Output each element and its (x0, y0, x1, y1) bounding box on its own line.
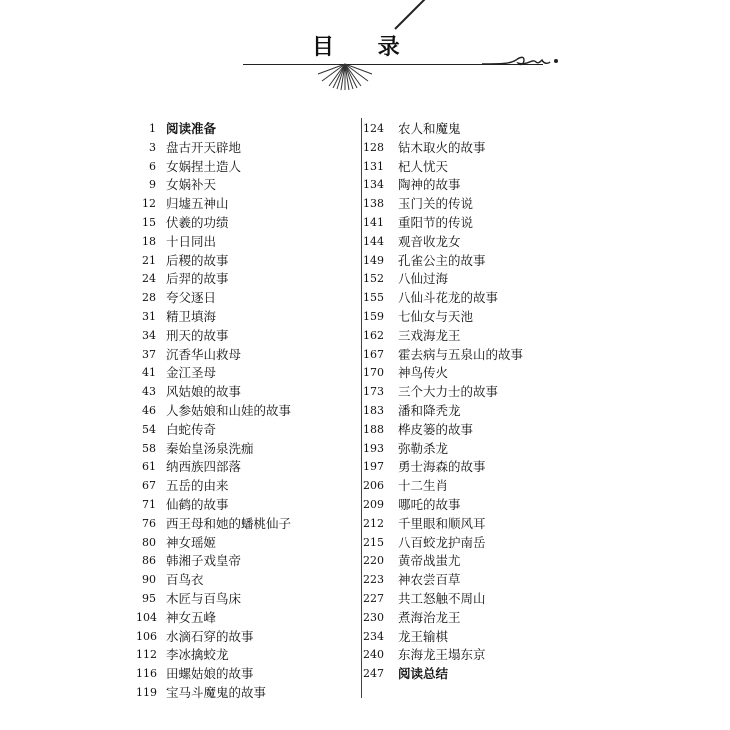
toc-entry (360, 364, 580, 383)
toc-entry-title: 水滴石穿的故事 (166, 628, 254, 644)
toc-entry (136, 684, 356, 703)
toc-entry (360, 195, 580, 214)
toc-entry-title: 八仙过海 (398, 271, 449, 287)
toc-entry (360, 571, 580, 590)
toc-page-number: 247 (363, 667, 384, 681)
toc-page-number: 128 (363, 140, 384, 154)
toc-entry (360, 421, 580, 440)
toc-page-number: 230 (363, 610, 384, 624)
toc-page-number: 80 (142, 535, 156, 549)
toc-page-number: 71 (142, 497, 156, 511)
toc-page-number: 193 (363, 441, 384, 455)
toc-entry-title: 观音收龙女 (398, 233, 461, 249)
toc-entry (136, 308, 356, 327)
toc-entry (136, 270, 356, 289)
toc-entry (136, 158, 356, 177)
toc-entry (360, 252, 580, 271)
toc-page-number: 212 (363, 516, 384, 530)
toc-entry-title: 仙鹤的故事 (166, 496, 229, 512)
toc-entry-title: 桦皮篓的故事 (398, 421, 474, 437)
toc-entry-title: 田螺姑娘的故事 (166, 666, 254, 682)
toc-page-number: 173 (363, 385, 384, 399)
toc-page-number: 28 (142, 291, 156, 305)
toc-page-number: 206 (363, 479, 384, 493)
toc-page-number: 46 (142, 403, 156, 417)
toc-entry (136, 609, 356, 628)
toc-entry-title: 后稷的故事 (166, 252, 229, 268)
toc-page-number: 21 (142, 253, 156, 267)
toc-page-number: 124 (363, 122, 384, 135)
toc-entry-title: 西王母和她的蟠桃仙子 (166, 515, 292, 531)
toc-page-number: 106 (136, 629, 157, 643)
toc-entry-title: 龙王输棋 (398, 628, 449, 644)
toc-page-number: 223 (363, 573, 384, 587)
toc-entry-title: 纳西族四部落 (166, 459, 242, 475)
toc-entry (360, 214, 580, 233)
toc-entry (136, 515, 356, 534)
toc-entry-title: 女娲捏土造人 (166, 158, 242, 174)
toc-entry-title: 八百蛟龙护南岳 (398, 534, 486, 550)
toc-page-number: 141 (363, 215, 384, 229)
toc-entry (136, 139, 356, 158)
toc-entry-title: 三戏海龙王 (398, 327, 461, 343)
toc-entry-title: 潘和降秃龙 (398, 402, 461, 418)
toc-entry-title: 神女瑶姬 (166, 534, 217, 550)
toc-entry-title: 夸父逐日 (166, 290, 217, 306)
toc-entry (136, 120, 356, 139)
toc-page-number: 104 (136, 610, 157, 624)
toc-page-number: 144 (363, 234, 384, 248)
toc-page-number: 183 (363, 403, 384, 417)
sunburst-decoration (315, 62, 375, 92)
toc-page-number: 234 (363, 629, 384, 643)
toc-page-number: 152 (363, 272, 384, 286)
toc-entry (136, 665, 356, 684)
toc-page-number: 119 (136, 685, 157, 699)
toc-entry-title: 重阳节的传说 (398, 214, 474, 230)
toc-entry (360, 552, 580, 571)
toc-page-number: 162 (363, 328, 384, 342)
toc-entry (360, 590, 580, 609)
toc-entry-title: 沉香华山救母 (166, 346, 242, 362)
toc-page-number: 209 (363, 497, 384, 511)
toc-entry (136, 534, 356, 553)
toc-entry (136, 327, 356, 346)
toc-entry-title: 人参姑娘和山娃的故事 (166, 402, 292, 418)
flourish-decoration (480, 50, 560, 74)
toc-entry (360, 139, 580, 158)
toc-page-number: 159 (363, 309, 384, 323)
toc-entry (360, 665, 580, 684)
toc-entry-title: 木匠与百鸟床 (166, 590, 242, 606)
toc-page-number: 227 (363, 591, 384, 605)
toc-entry-title: 杞人忧天 (398, 158, 449, 174)
title-slash-decoration (394, 0, 425, 30)
toc-entry-title: 盘古开天辟地 (166, 139, 242, 155)
toc-entry (360, 270, 580, 289)
toc-entry (136, 421, 356, 440)
toc-page-number: 86 (142, 554, 156, 568)
toc-entry-title: 共工怒触不周山 (398, 590, 486, 606)
toc-column-right (360, 120, 580, 684)
toc-entry (360, 308, 580, 327)
toc-entry (360, 646, 580, 665)
toc-column-left (136, 120, 356, 703)
toc-entry-title: 三个大力士的故事 (398, 384, 499, 400)
toc-entry (136, 646, 356, 665)
toc-page-number: 134 (363, 178, 384, 192)
toc-entry (360, 289, 580, 308)
toc-entry-title: 十日同出 (166, 233, 217, 249)
toc-entry-title: 八仙斗花龙的故事 (398, 290, 499, 306)
toc-entry (136, 346, 356, 365)
page-title: 目 录 (312, 35, 418, 60)
toc-entry-title: 宝马斗魔鬼的故事 (166, 684, 267, 700)
toc-page-number: 9 (149, 178, 156, 192)
toc-entry-title: 伏羲的功绩 (166, 214, 229, 230)
toc-entry-title: 陶神的故事 (398, 177, 461, 193)
toc-page-number: 41 (142, 366, 156, 380)
toc-entry (360, 383, 580, 402)
toc-entry (360, 496, 580, 515)
toc-entry (360, 477, 580, 496)
toc-page-number: 3 (149, 140, 156, 154)
toc-entry-title: 煮海治龙王 (398, 609, 461, 625)
toc-entry-title: 千里眼和顺风耳 (398, 515, 486, 531)
toc-entry-title: 东海龙王塌东京 (398, 647, 486, 663)
toc-entry-title: 归墟五神山 (166, 196, 229, 212)
toc-entry-title: 女娲补天 (166, 177, 217, 193)
toc-entry-title: 秦始皇汤泉洗痂 (166, 440, 254, 456)
toc-page-number: 112 (136, 648, 157, 662)
toc-entry-title: 李冰擒蛟龙 (166, 647, 229, 663)
toc-entry (136, 552, 356, 571)
toc-entry-title: 阅读总结 (398, 666, 449, 682)
toc-entry (360, 534, 580, 553)
toc-page-number: 58 (142, 441, 156, 455)
toc-entry (360, 233, 580, 252)
toc-entry (360, 120, 580, 139)
toc-page-number: 76 (142, 516, 156, 530)
toc-page-number: 24 (142, 272, 156, 286)
toc-entry (136, 402, 356, 421)
toc-entry (360, 158, 580, 177)
toc-page-number: 167 (363, 347, 384, 361)
page-header (0, 0, 730, 110)
toc-entry-title: 风姑娘的故事 (166, 384, 242, 400)
toc-entry (136, 628, 356, 647)
toc-entry (360, 515, 580, 534)
toc-entry (136, 364, 356, 383)
toc-page-number: 149 (363, 253, 384, 267)
toc-entry-title: 黄帝战蚩尤 (398, 553, 461, 569)
toc-page-number: 18 (142, 234, 156, 248)
toc-page-number: 138 (363, 197, 384, 211)
toc-entry-title: 神农尝百草 (398, 572, 461, 588)
toc-entry-title: 哪吒的故事 (398, 496, 461, 512)
toc-entry (136, 440, 356, 459)
toc-page-number: 240 (363, 648, 384, 662)
toc-entry (136, 233, 356, 252)
toc-entry (136, 590, 356, 609)
toc-page-number: 31 (142, 309, 156, 323)
toc-entry-title: 霍去病与五泉山的故事 (398, 346, 524, 362)
toc-page-number: 61 (142, 460, 156, 474)
toc-entry-title: 百鸟衣 (166, 572, 204, 588)
toc-page-number: 215 (363, 535, 384, 549)
toc-entry (136, 289, 356, 308)
toc-entry (136, 176, 356, 195)
toc-page-number: 54 (142, 422, 156, 436)
toc-entry (360, 176, 580, 195)
toc-page-number: 188 (363, 422, 384, 436)
toc-entry-title: 勇士海森的故事 (398, 459, 486, 475)
toc-page-number: 95 (142, 591, 156, 605)
toc-page-number: 12 (142, 197, 156, 211)
toc-entry-title: 七仙女与天池 (398, 308, 474, 324)
toc-entry-title: 金江圣母 (166, 365, 217, 381)
toc-entry (136, 252, 356, 271)
toc-entry-title: 阅读准备 (166, 121, 217, 136)
toc-entry-title: 十二生肖 (398, 478, 449, 494)
toc-entry-title: 后羿的故事 (166, 271, 229, 287)
toc-page-number: 34 (142, 328, 156, 342)
toc-page-number: 43 (142, 385, 156, 399)
toc-entry (360, 440, 580, 459)
toc-entry-title: 刑天的故事 (166, 327, 229, 343)
toc-page-number: 131 (363, 159, 384, 173)
toc-entry (360, 346, 580, 365)
toc-entry (136, 477, 356, 496)
toc-entry (136, 458, 356, 477)
toc-entry-title: 钻木取火的故事 (398, 139, 486, 155)
toc-page-number: 155 (363, 291, 384, 305)
toc-entry (360, 402, 580, 421)
toc-page-number: 15 (142, 215, 156, 229)
toc-entry (360, 628, 580, 647)
toc-page-number: 220 (363, 554, 384, 568)
toc-entry-title: 孔雀公主的故事 (398, 252, 486, 268)
toc-entry-title: 神女五峰 (166, 609, 217, 625)
toc-entry-title: 精卫填海 (166, 308, 217, 324)
toc-entry (136, 496, 356, 515)
toc-entry-title: 韩湘子戏皇帝 (166, 553, 242, 569)
toc-entry (136, 214, 356, 233)
toc-entry (360, 327, 580, 346)
toc-page-number: 197 (363, 460, 384, 474)
toc-entry-title: 弥勒杀龙 (398, 440, 449, 456)
toc-entry (136, 195, 356, 214)
toc-page-number: 170 (363, 366, 384, 380)
toc-page-number: 6 (149, 159, 156, 173)
toc-page-number: 67 (142, 479, 156, 493)
toc-page-number: 90 (142, 573, 156, 587)
toc-entry-title: 玉门关的传说 (398, 196, 474, 212)
toc-entry (360, 609, 580, 628)
toc-page-number: 1 (149, 122, 156, 135)
toc-entry-title: 农人和魔鬼 (398, 121, 461, 136)
toc-page-number: 116 (136, 667, 157, 681)
toc-entry (136, 571, 356, 590)
toc-entry (136, 383, 356, 402)
toc-entry-title: 五岳的由来 (166, 478, 229, 494)
toc-entry (360, 458, 580, 477)
toc-page-number: 37 (142, 347, 156, 361)
toc-entry-title: 神鸟传火 (398, 365, 449, 381)
toc-entry-title: 白蛇传奇 (166, 421, 217, 437)
